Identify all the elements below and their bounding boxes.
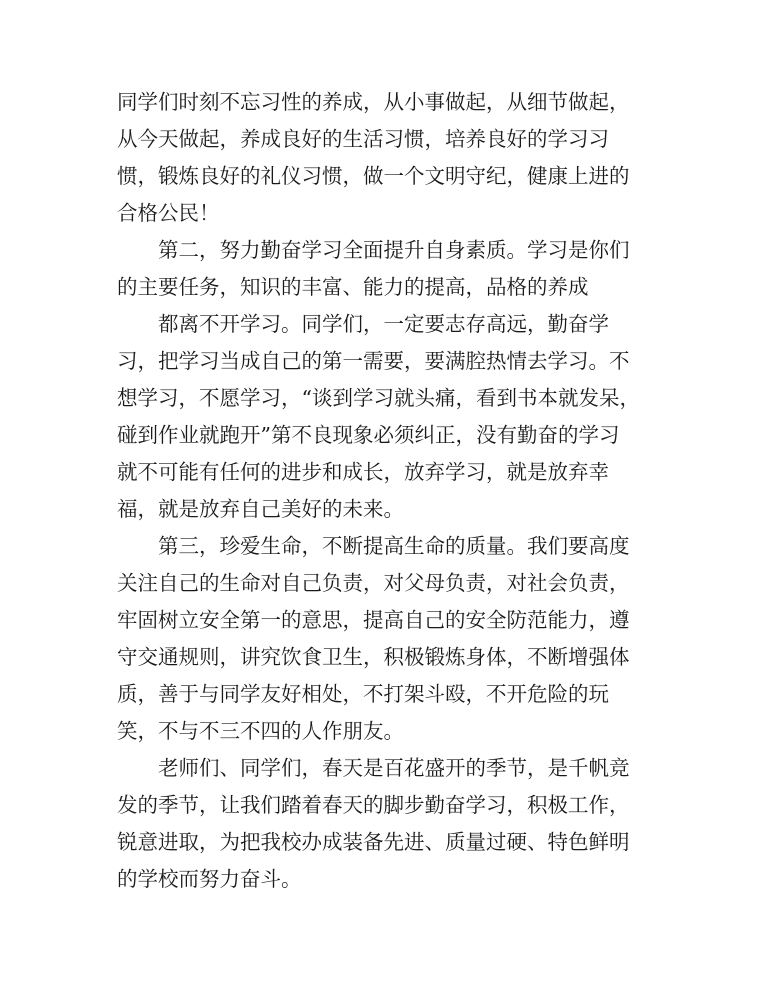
text-line: 守交通规则，讲究饮食卫生，积极锻炼身体，不断增强体 xyxy=(117,645,630,669)
text-line: 锐意进取，为把我校办成装备先进、质量过硬、特色鲜明 xyxy=(117,830,630,854)
paragraph-start-line: 第二，努力勤奋学习全面提升自身素质。学习是你们 xyxy=(158,238,630,262)
text-line: 就不可能有任何的进步和成长，放弃学习，就是放弃幸 xyxy=(117,460,609,484)
text-line: 习，把学习当成自己的第一需要，要满腔热情去学习。不 xyxy=(117,349,630,373)
text-line: 想学习，不愿学习，“谈到学习就头痛，看到书本就发呆， xyxy=(117,386,640,410)
text-line: 碰到作业就跑开”第不良现象必须纠正，没有勤奋的学习 xyxy=(117,423,620,447)
text-line: 从今天做起，养成良好的生活习惯，培养良好的学习习 xyxy=(117,127,609,151)
text-line: 质，善于与同学友好相处，不打架斗殴，不开危险的玩 xyxy=(117,682,609,706)
text-line: 关注自己的生命对自己负责，对父母负责，对社会负责， xyxy=(117,571,630,595)
paragraph-start-line: 老师们、同学们，春天是百花盛开的季节，是千帆竞 xyxy=(158,756,630,780)
text-line: 的学校而努力奋斗。 xyxy=(117,867,302,891)
text-line: 牢固树立安全第一的意思，提高自己的安全防范能力，遵 xyxy=(117,608,630,632)
text-line: 同学们时刻不忘习性的养成，从小事做起，从细节做起， xyxy=(117,90,630,114)
text-line: 发的季节，让我们踏着春天的脚步勤奋学习，积极工作， xyxy=(117,793,630,817)
text-line: 合格公民！ xyxy=(117,201,220,225)
body-text xyxy=(117,84,647,898)
paragraph-start-line: 都离不开学习。同学们，一定要志存高远，勤奋学 xyxy=(158,312,609,336)
text-line: 惯，锻炼良好的礼仪习惯，做一个文明守纪，健康上进的 xyxy=(117,164,630,188)
paragraph-start-line: 第三，珍爱生命，不断提高生命的质量。我们要高度 xyxy=(158,534,630,558)
text-line: 福，就是放弃自己美好的未来。 xyxy=(117,497,404,521)
text-line: 笑，不与不三不四的人作朋友。 xyxy=(117,719,404,743)
text-line: 的主要任务，知识的丰富、能力的提高，品格的养成 xyxy=(117,275,589,299)
